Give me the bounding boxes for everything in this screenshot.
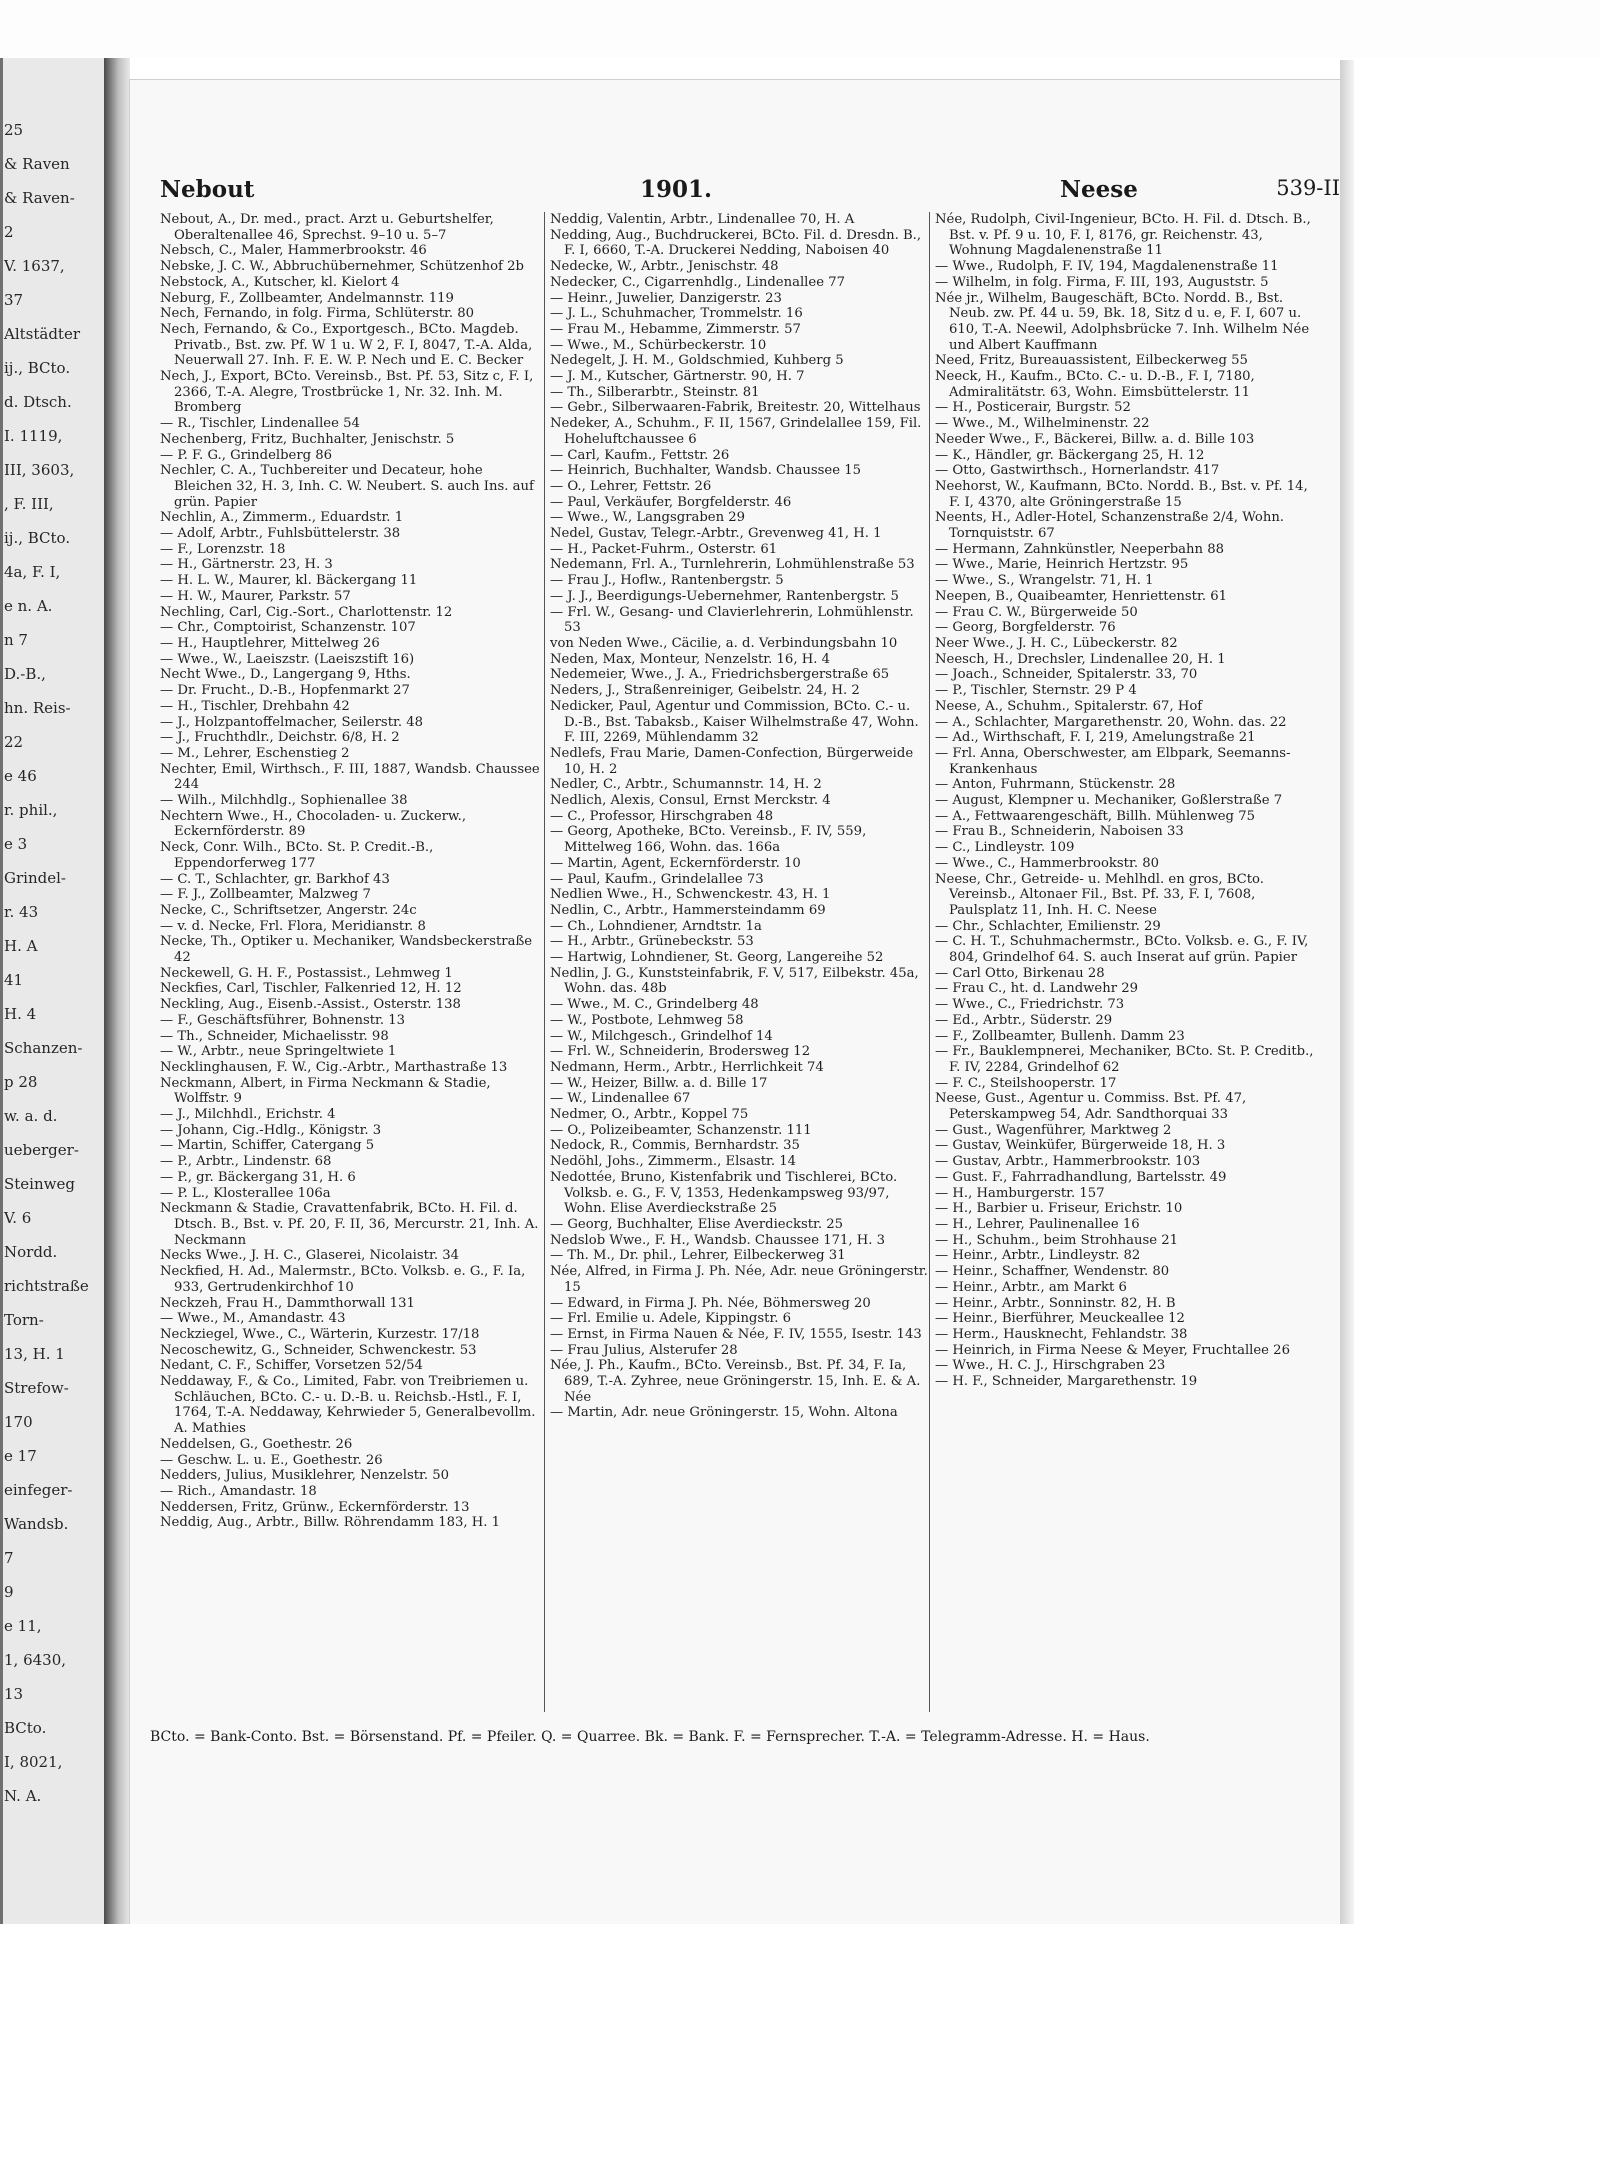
directory-entry: — F. C., Steilshooperstr. 17: [935, 1075, 1117, 1091]
directory-entry: — H., Arbtr., Grünebeckstr. 53: [550, 934, 754, 950]
directory-entry: — Frl. Anna, Oberschwester, am Elbpark, Seemanns-Krankenhaus: [935, 745, 1291, 777]
facing-page-text-fragment: I, 8021,: [4, 1753, 63, 1771]
directory-entry: Neckmann & Stadie, Cravattenfabrik, BCto. H. Fil. d. Dtsch. B., Bst. v. Pf. 20, F. II, 36, Mercurstr. 21, Inh. A. Neckmann: [160, 1201, 539, 1248]
directory-entry: Nechenberg, Fritz, Buchhalter, Jenischstr. 5: [160, 431, 455, 447]
directory-entry: Neepen, B., Quaibeamter, Henriettenstr. 61: [935, 588, 1227, 604]
directory-entry: — Wwe., H. C. J., Hirschgraben 23: [935, 1358, 1166, 1374]
directory-entry: Nedders, Julius, Musiklehrer, Nenzelstr. 50: [160, 1468, 450, 1484]
facing-page-text-fragment: 7: [4, 1549, 14, 1567]
directory-entry: Nedding, Aug., Buchdruckerei, BCto. Fil. d. Dresdn. B., F. I, 6660, T.-A. Druckerei Nedding, Naboisen 40: [550, 227, 922, 259]
directory-entry: Neddig, Aug., Arbtr., Billw. Röhrendamm 183, H. 1: [160, 1515, 501, 1531]
directory-column-2: [550, 212, 930, 1421]
book-edge: [0, 58, 3, 1924]
directory-entry: — Ed., Arbtr., Süderstr. 29: [935, 1012, 1113, 1028]
directory-entry: — Ernst, in Firma Nauen & Née, F. IV, 1555, Isestr. 143: [550, 1326, 922, 1342]
directory-entry: von Neden Wwe., Cäcilie, a. d. Verbindungsbahn 10: [550, 635, 898, 651]
directory-entry: — August, Klempner u. Mechaniker, Goßlerstraße 7: [935, 793, 1283, 809]
directory-entry: — H., Barbier u. Friseur, Erichstr. 10: [935, 1201, 1183, 1217]
directory-entry: — M., Lehrer, Eschenstieg 2: [160, 745, 350, 761]
directory-entry: Nedegelt, J. H. M., Goldschmied, Kuhberg 5: [550, 353, 844, 369]
directory-entry: Nedemann, Frl. A., Turnlehrerin, Lohmühlenstraße 53: [550, 557, 915, 573]
facing-page-text-fragment: ij., BCto.: [4, 529, 71, 547]
directory-entry: Need, Fritz, Bureauassistent, Eilbeckerweg 55: [935, 353, 1248, 369]
directory-column-1: [160, 212, 540, 1531]
directory-entry: — Heinr., Schaffner, Wendenstr. 80: [935, 1264, 1170, 1280]
directory-entry: — H., Lehrer, Paulinenallee 16: [935, 1217, 1140, 1232]
directory-entry: — W., Arbtr., neue Springeltwiete 1: [160, 1044, 397, 1060]
directory-entry: Nechter, Emil, Wirthsch., F. III, 1887, Wandsb. Chaussee 244: [160, 761, 540, 793]
directory-entry: — Georg, Buchhalter, Elise Averdieckstr. 25: [550, 1217, 844, 1232]
directory-entry: Neckewell, G. H. F., Postassist., Lehmweg 1: [160, 965, 453, 981]
directory-entry: Nedottée, Bruno, Kistenfabrik und Tischlerei, BCto. Volksb. e. G., F. V, 1353, Hedenkampsweg 93/97, Wohn. Elise Averdieckstraße 25: [550, 1169, 898, 1217]
facing-page-text-fragment: & Raven-: [4, 189, 75, 207]
directory-entry: — H., Packet-Fuhrm., Osterstr. 61: [550, 541, 778, 557]
directory-entry: Nedlien Wwe., H., Schwenckestr. 43, H. 1: [550, 887, 831, 903]
facing-page-text-fragment: H. A: [4, 937, 38, 955]
facing-page-text-fragment: e n. A.: [4, 597, 53, 615]
directory-entry: — F., Geschäftsführer, Bohnenstr. 13: [160, 1012, 406, 1028]
directory-entry: — Wwe., W., Langsgraben 29: [550, 510, 746, 526]
directory-entry: Nedlin, J. G., Kunststeinfabrik, F. V, 517, Eilbekstr. 45a, Wohn. das. 48b: [550, 965, 919, 997]
directory-entry: Necoschewitz, G., Schneider, Schwenckestr. 53: [160, 1342, 477, 1358]
directory-entry: — Herm., Hausknecht, Fehlandstr. 38: [935, 1326, 1188, 1342]
facing-page-text-fragment: einfeger-: [4, 1481, 73, 1499]
directory-entry: — P., gr. Bäckergang 31, H. 6: [160, 1169, 356, 1185]
facing-page-fragment: [0, 58, 106, 1924]
directory-entry: — Geschw. L. u. E., Goethestr. 26: [160, 1452, 383, 1468]
directory-entry: — Gust., Wagenführer, Marktweg 2: [935, 1122, 1172, 1138]
directory-entry: — Johann, Cig.-Hdlg., Königstr. 3: [160, 1122, 382, 1138]
directory-entry: — Gustav, Arbtr., Hammerbrookstr. 103: [935, 1154, 1201, 1170]
abbreviation-legend: BCto. = Bank-Conto. Bst. = Börsenstand. Pf. = Pfeiler. Q. = Quarree. Bk. = Bank. F. = Fernsprecher. T.-A. = Telegramm-Adresse. H. = Haus.: [150, 1729, 1150, 1745]
facing-page-text-fragment: 2: [4, 223, 14, 241]
directory-entry: — F. J., Zollbeamter, Malzweg 7: [160, 887, 371, 903]
directory-entry: Neehorst, W., Kaufmann, BCto. Nordd. B., Bst. v. Pf. 14, F. I, 4370, alte Gröningerstraße 15: [935, 478, 1308, 510]
directory-entry: — Heinrich, Buchhalter, Wandsb. Chaussee 15: [550, 463, 862, 479]
directory-entry: — Chr., Schlachter, Emilienstr. 29: [935, 918, 1161, 934]
facing-page-text-fragment: D.-B.,: [4, 665, 46, 683]
facing-page-text-fragment: ij., BCto.: [4, 359, 71, 377]
directory-entry: — F., Zollbeamter, Bullenh. Damm 23: [935, 1028, 1185, 1044]
directory-entry: Nedmer, O., Arbtr., Koppel 75: [550, 1107, 749, 1123]
directory-entry: Neddig, Valentin, Arbtr., Lindenallee 70, H. A: [550, 212, 855, 227]
directory-entry: — C., Lindleystr. 109: [935, 840, 1075, 856]
facing-page-text-fragment: 37: [4, 291, 24, 309]
facing-page-text-fragment: 13, H. 1: [4, 1345, 65, 1363]
directory-column-3: [935, 212, 1315, 1390]
directory-entry: — Th., Silberarbtr., Steinstr. 81: [550, 384, 760, 400]
directory-entry: Nedlefs, Frau Marie, Damen-Confection, Bürgerweide 10, H. 2: [550, 745, 914, 777]
directory-entry: Née, Alfred, in Firma J. Ph. Née, Adr. neue Gröningerstr. 15: [550, 1264, 928, 1295]
directory-entry: — Gebr., Silberwaaren-Fabrik, Breitestr. 20, Wittelhaus: [550, 400, 921, 416]
directory-entry: Nech, Fernando, & Co., Exportgesch., BCto. Magdeb. Privatb., Bst. zw. Pf. W 1 u. W 2, F. I, 8047, T.-A. Alda, Neuerwall 27. Inh. F. E. W. P. Nech und E. C. Becker: [160, 321, 533, 369]
directory-entry: Nebout, A., Dr. med., pract. Arzt u. Geburtshelfer, Oberaltenallee 46, Sprechst. 9–10 u. 5–7: [160, 212, 494, 243]
facing-page-text-fragment: 22: [4, 733, 24, 751]
directory-entry: — Frau B., Schneiderin, Naboisen 33: [935, 824, 1184, 840]
directory-entry: — Wwe., Marie, Heinrich Hertzstr. 95: [935, 557, 1189, 573]
directory-entry: — Wwe., M., Amandastr. 43: [160, 1311, 346, 1327]
directory-entry: — P. L., Klosterallee 106a: [160, 1185, 331, 1201]
directory-entry: Nedlich, Alexis, Consul, Ernst Merckstr. 4: [550, 793, 831, 809]
directory-entry: — Carl, Kaufm., Fettstr. 26: [550, 447, 730, 463]
directory-entry: Née jr., Wilhelm, Baugeschäft, BCto. Nordd. B., Bst. Neub. zw. Pf. 44 u. 59, Bk. 18, Sitz d u. e, F. I, 607 u. 610, T.-A. Neewil, Adolphsbrücke 7. Inh. Wilhelm Née und Albert Kauffmann: [935, 290, 1310, 353]
directory-entry: Nedel, Gustav, Telegr.-Arbtr., Grevenweg 41, H. 1: [550, 526, 882, 542]
directory-entry: — Frau C. W., Bürgerweide 50: [935, 604, 1138, 620]
facing-page-text-fragment: Torn-: [4, 1311, 44, 1329]
directory-entry: Neese, Chr., Getreide- u. Mehlhdl. en gros, BCto. Vereinsb., Altonaer Fil., Bst. Pf. 33, F. I, 7608, Paulsplatz 11, Inh. H. C. Neese: [935, 871, 1264, 918]
directory-entry: — Frau J., Hoflw., Rantenbergstr. 5: [550, 573, 784, 589]
facing-page-text-fragment: 9: [4, 1583, 14, 1601]
directory-entry: — Th. M., Dr. phil., Lehrer, Eilbeckerweg 31: [550, 1248, 846, 1264]
facing-page-text-fragment: p 28: [4, 1073, 38, 1091]
directory-entry: — Wwe., M. C., Grindelberg 48: [550, 997, 759, 1013]
directory-entry: — Paul, Verkäufer, Borgfelderstr. 46: [550, 494, 792, 510]
facing-page-text-fragment: n 7: [4, 631, 28, 649]
directory-entry: — Wwe., S., Wrangelstr. 71, H. 1: [935, 573, 1154, 589]
page-number: 539-II: [1276, 176, 1340, 200]
directory-entry: — Heinr., Bierführer, Meuckeallee 12: [935, 1311, 1185, 1327]
directory-entry: Neddaway, F., & Co., Limited, Fabr. von Treibriemen u. Schläuchen, BCto. C.- u. D.-B. u. Reichsb.-Hstl., F. I, 1764, T.-A. Neddaway, Kehrwieder 5, Generalbevollm. A. Mathies: [160, 1374, 536, 1437]
directory-entry: Nechtern Wwe., H., Chocoladen- u. Zuckerw., Eckernförderstr. 89: [160, 808, 467, 840]
directory-entry: — Wwe., C., Friedrichstr. 73: [935, 997, 1125, 1013]
directory-entry: Neese, Gust., Agentur u. Commiss. Bst. Pf. 47, Peterskampweg 54, Adr. Sandthorquai 33: [935, 1091, 1247, 1123]
facing-page-text-fragment: BCto.: [4, 1719, 47, 1737]
directory-entry: — Frau M., Hebamme, Zimmerstr. 57: [550, 321, 801, 337]
facing-page-text-fragment: , F. III,: [4, 495, 54, 513]
directory-entry: — P., Arbtr., Lindenstr. 68: [160, 1154, 332, 1170]
directory-entry: — Wwe., W., Laeiszstr. (Laeiszstift 16): [160, 651, 415, 667]
facing-page-text-fragment: H. 4: [4, 1005, 37, 1023]
directory-entry: Née, J. Ph., Kaufm., BCto. Vereinsb., Bst. Pf. 34, F. Ia, 689, T.-A. Zyhree, neue Gröningerstr. 15, Inh. E. & A. Née: [550, 1358, 921, 1405]
directory-entry: — Martin, Agent, Eckernförderstr. 10: [550, 855, 801, 871]
directory-entry: — Wilhelm, in folg. Firma, F. III, 193, Auguststr. 5: [935, 274, 1269, 290]
directory-entry: — Heinr., Arbtr., Lindleystr. 82: [935, 1248, 1141, 1264]
directory-entry: — Fr., Bauklempnerei, Mechaniker, BCto. St. P. Creditb., F. IV, 2284, Grindelhof 62: [935, 1044, 1314, 1075]
facing-page-text-fragment: III, 3603,: [4, 461, 75, 479]
facing-page-text-fragment: 41: [4, 971, 24, 989]
facing-page-text-fragment: 13: [4, 1685, 24, 1703]
directory-entry: Nedler, C., Arbtr., Schumannstr. 14, H. 2: [550, 777, 822, 793]
running-head-year: 1901.: [640, 176, 713, 203]
directory-entry: — Ch., Lohndiener, Arndtstr. 1a: [550, 918, 762, 934]
directory-entry: Nechlin, A., Zimmerm., Eduardstr. 1: [160, 510, 404, 526]
directory-entry: — Heinrich, in Firma Neese & Meyer, Fruchtallee 26: [935, 1342, 1290, 1358]
directory-entry: — K., Händler, gr. Bäckergang 25, H. 12: [935, 447, 1205, 463]
directory-entry: — P., Tischler, Sternstr. 29 P 4: [935, 683, 1137, 699]
directory-entry: — Heinr., Arbtr., Sonninstr. 82, H. B: [935, 1295, 1176, 1311]
directory-entry: — H. L. W., Maurer, kl. Bäckergang 11: [160, 573, 418, 589]
directory-entry: Neddelsen, G., Goethestr. 26: [160, 1436, 353, 1452]
directory-entry: — A., Schlachter, Margarethenstr. 20, Wohn. das. 22: [935, 714, 1287, 730]
directory-entry: — Frl. W., Schneiderin, Brodersweg 12: [550, 1044, 811, 1060]
directory-entry: Neents, H., Adler-Hotel, Schanzenstraße 2/4, Wohn. Tornquiststr. 67: [935, 510, 1284, 542]
facing-page-text-fragment: 1, 6430,: [4, 1651, 67, 1669]
book-gutter: [104, 58, 130, 1924]
facing-page-text-fragment: e 17: [4, 1447, 37, 1465]
directory-entry: — Carl Otto, Birkenau 28: [935, 965, 1105, 981]
directory-entry: — W., Heizer, Billw. a. d. Bille 17: [550, 1075, 768, 1091]
facing-page-text-fragment: Nordd.: [4, 1243, 58, 1261]
directory-entry: Nebsch, C., Maler, Hammerbrookstr. 46: [160, 243, 427, 259]
directory-entry: — H., Hamburgerstr. 157: [935, 1185, 1105, 1201]
directory-entry: — H. W., Maurer, Parkstr. 57: [160, 588, 351, 604]
facing-page-text-fragment: e 3: [4, 835, 28, 853]
directory-entry: — Hartwig, Lohndiener, St. Georg, Langereihe 52: [550, 950, 884, 966]
directory-entry: Neders, J., Straßenreiniger, Geibelstr. 24, H. 2: [550, 683, 860, 699]
directory-entry: — H., Tischler, Drehbahn 42: [160, 698, 350, 714]
directory-entry: — J. M., Kutscher, Gärtnerstr. 90, H. 7: [550, 369, 805, 385]
facing-page-text-fragment: ueberger-: [4, 1141, 79, 1159]
directory-entry: — Ad., Wirthschaft, F. I, 219, Amelungstraße 21: [935, 730, 1256, 746]
directory-entry: — J. J., Beerdigungs-Uebernehmer, Rantenbergstr. 5: [550, 588, 899, 604]
facing-page-text-fragment: richtstraße: [4, 1277, 89, 1295]
directory-entry: — J. L., Schuhmacher, Trommelstr. 16: [550, 306, 803, 322]
directory-entry: — H., Posticerair, Burgstr. 52: [935, 400, 1131, 416]
facing-page-text-fragment: 4a, F. I,: [4, 563, 61, 581]
facing-page-text-fragment: Altstädter: [4, 325, 81, 343]
directory-entry: — Frl. W., Gesang- und Clavierlehrerin, Lohmühlenstr. 53: [550, 604, 914, 636]
facing-page-text-fragment: & Raven: [4, 155, 70, 173]
directory-entry: — C., Professor, Hirschgraben 48: [550, 808, 774, 824]
facing-page-text-fragment: d. Dtsch.: [4, 393, 72, 411]
directory-entry: — Adolf, Arbtr., Fuhlsbüttelerstr. 38: [160, 526, 401, 542]
directory-entry: Nedemeier, Wwe., J. A., Friedrichsbergerstraße 65: [550, 667, 890, 683]
directory-entry: Nechler, C. A., Tuchbereiter und Decateur, hohe Bleichen 32, H. 3, Inh. C. W. Neubert. S. auch Ins. auf grün. Papier: [160, 463, 534, 510]
facing-page-text-fragment: V. 1637,: [4, 257, 65, 275]
directory-entry: Necke, Th., Optiker u. Mechaniker, Wandsbeckerstraße 42: [160, 934, 533, 966]
directory-entry: — Heinr., Juwelier, Danzigerstr. 23: [550, 290, 782, 306]
directory-entry: — Paul, Kaufm., Grindelallee 73: [550, 871, 764, 887]
directory-entry: — Rich., Amandastr. 18: [160, 1483, 317, 1499]
directory-entry: — W., Postbote, Lehmweg 58: [550, 1012, 744, 1028]
facing-page-text-fragment: hn. Reis-: [4, 699, 71, 717]
directory-entry: Nedslob Wwe., F. H., Wandsb. Chaussee 171, H. 3: [550, 1232, 886, 1248]
facing-page-text-fragment: 170: [4, 1413, 33, 1431]
directory-entry: Nech, J., Export, BCto. Vereinsb., Bst. Pf. 53, Sitz c, F. I, 2366, T.-A. Alegre, Trostbrücke 1, Nr. 32. Inh. M. Bromberg: [160, 369, 534, 416]
directory-entry: — J., Fruchthdlr., Deichstr. 6/8, H. 2: [160, 730, 400, 746]
directory-entry: — Joach., Schneider, Spitalerstr. 33, 70: [935, 667, 1198, 683]
directory-entry: Needer Wwe., F., Bäckerei, Billw. a. d. Bille 103: [935, 431, 1255, 447]
directory-entry: Neden, Max, Monteur, Nenzelstr. 16, H. 4: [550, 651, 830, 667]
directory-entry: Neckfied, H. Ad., Malermstr., BCto. Volksb. e. G., F. Ia, 933, Gertrudenkirchhof 10: [160, 1264, 526, 1295]
directory-entry: — W., Lindenallee 67: [550, 1091, 691, 1107]
directory-entry: — Wwe., Rudolph, F. IV, 194, Magdalenenstraße 11: [935, 259, 1279, 275]
facing-page-text-fragment: N. A.: [4, 1787, 42, 1805]
directory-entry: Nedecker, C., Cigarrenhdlg., Lindenallee 77: [550, 274, 845, 290]
directory-entry: — J., Milchhdl., Erichstr. 4: [160, 1107, 336, 1123]
directory-entry: — H., Schuhm., beim Strohhause 21: [935, 1232, 1179, 1248]
directory-entry: Nechling, Carl, Cig.-Sort., Charlottenstr. 12: [160, 604, 453, 620]
facing-page-text-fragment: Grindel-: [4, 869, 66, 887]
directory-entry: Neddersen, Fritz, Grünw., Eckernförderstr. 13: [160, 1499, 470, 1515]
directory-entry: Neer Wwe., J. H. C., Lübeckerstr. 82: [935, 635, 1178, 651]
directory-entry: — Otto, Gastwirthsch., Hornerlandstr. 417: [935, 463, 1220, 479]
running-head-left: Nebout: [160, 176, 255, 203]
facing-page-text-fragment: I. 1119,: [4, 427, 63, 445]
directory-entry: Nedöhl, Johs., Zimmerm., Elsastr. 14: [550, 1154, 797, 1170]
directory-entry: — Edward, in Firma J. Ph. Née, Böhmersweg 20: [550, 1295, 871, 1311]
facing-page-text-fragment: Steinweg: [4, 1175, 75, 1193]
directory-entry: — C. H. T., Schuhmachermstr., BCto. Volksb. e. G., F. IV, 804, Grindelhof 64. S. auch Inserat auf grün. Papier: [935, 934, 1309, 966]
directory-entry: — Georg, Apotheke, BCto. Vereinsb., F. IV, 559, Mittelweg 166, Wohn. das. 166a: [550, 824, 867, 856]
page-edge-shadow: [1340, 60, 1354, 1924]
directory-entry: — P. F. G., Grindelberg 86: [160, 447, 333, 463]
directory-entry: Nedant, C. F., Schiffer, Vorsetzen 52/54: [160, 1358, 423, 1374]
directory-entry: Neesch, H., Drechsler, Lindenallee 20, H. 1: [935, 651, 1226, 667]
directory-entry: — W., Milchgesch., Grindelhof 14: [550, 1028, 773, 1044]
directory-entry: Nedlin, C., Arbtr., Hammersteindamm 69: [550, 902, 826, 918]
facing-page-text-fragment: r. 43: [4, 903, 39, 921]
facing-page-text-fragment: Schanzen-: [4, 1039, 83, 1057]
directory-entry: — Gustav, Weinküfer, Bürgerweide 18, H. 3: [935, 1138, 1226, 1154]
directory-entry: — Gust. F., Fahrradhandlung, Bartelsstr. 49: [935, 1169, 1227, 1185]
facing-page-text-fragment: V. 6: [4, 1209, 32, 1227]
directory-entry: — Wwe., M., Wilhelminenstr. 22: [935, 416, 1150, 432]
directory-entry: Nedmann, Herm., Arbtr., Herrlichkeit 74: [550, 1059, 824, 1075]
directory-entry: — Martin, Adr. neue Gröningerstr. 15, Wohn. Altona: [550, 1405, 898, 1421]
directory-entry: Neckling, Aug., Eisenb.-Assist., Osterstr. 138: [160, 997, 461, 1013]
directory-entry: — H., Gärtnerstr. 23, H. 3: [160, 557, 333, 573]
directory-entry: Nedecke, W., Arbtr., Jenischstr. 48: [550, 259, 779, 275]
directory-page: [130, 80, 1340, 1924]
facing-page-text-fragment: e 11,: [4, 1617, 42, 1635]
directory-entry: — Wwe., C., Hammerbrookstr. 80: [935, 855, 1159, 871]
directory-entry: Neckzeh, Frau H., Dammthorwall 131: [160, 1295, 415, 1311]
directory-entry: Nedock, R., Commis, Bernhardstr. 35: [550, 1138, 800, 1154]
directory-entry: — R., Tischler, Lindenallee 54: [160, 416, 360, 432]
directory-entry: Necht Wwe., D., Langergang 9, Hths.: [160, 667, 411, 683]
page-header: [160, 176, 1340, 208]
directory-entry: — Wwe., M., Schürbeckerstr. 10: [550, 337, 767, 353]
directory-entry: — H., Hauptlehrer, Mittelweg 26: [160, 635, 380, 651]
directory-entry: — Anton, Fuhrmann, Stückenstr. 28: [935, 777, 1176, 793]
directory-entry: — Dr. Frucht., D.-B., Hopfenmarkt 27: [160, 683, 410, 699]
directory-entry: Neckfies, Carl, Tischler, Falkenried 12, H. 12: [160, 981, 462, 997]
directory-entry: Nebstock, A., Kutscher, kl. Kielort 4: [160, 274, 400, 290]
directory-entry: Neeck, H., Kaufm., BCto. C.- u. D.-B., F. I, 7180, Admiralitätstr. 63, Wohn. Eimsbüttelerstr. 11: [935, 369, 1255, 400]
scan-margin-top: [0, 0, 1600, 58]
directory-entry: — Martin, Schiffer, Catergang 5: [160, 1138, 375, 1154]
facing-page-text-fragment: Strefow-: [4, 1379, 69, 1397]
facing-page-text-fragment: w. a. d.: [4, 1107, 58, 1125]
directory-entry: Nedicker, Paul, Agentur und Commission, BCto. C.- u. D.-B., Bst. Tabaksb., Kaiser Wilhelmstraße 47, Wohn. F. III, 2269, Mühlendamm 32: [550, 698, 919, 746]
directory-entry: — J., Holzpantoffelmacher, Seilerstr. 48: [160, 714, 424, 730]
directory-entry: Necke, C., Schriftsetzer, Angerstr. 24c: [160, 902, 417, 918]
directory-entry: — Frau Julius, Alsterufer 28: [550, 1342, 738, 1358]
directory-entry: Née, Rudolph, Civil-Ingenieur, BCto. H. Fil. d. Dtsch. B., Bst. v. Pf. 9 u. 10, F. I, 8176, gr. Reichenstr. 43, Wohnung Magdalenenstraße 11: [935, 212, 1311, 259]
directory-entry: — Th., Schneider, Michaelisstr. 98: [160, 1028, 389, 1044]
directory-entry: Neckziegel, Wwe., C., Wärterin, Kurzestr. 17/18: [160, 1326, 480, 1342]
directory-entry: Neckmann, Albert, in Firma Neckmann & Stadie, Wolffstr. 9: [160, 1075, 491, 1107]
directory-entry: — O., Lehrer, Fettstr. 26: [550, 478, 712, 494]
directory-entry: Nebske, J. C. W., Abbruchübernehmer, Schützenhof 2b: [160, 259, 524, 275]
directory-entry: Neese, A., Schuhm., Spitalerstr. 67, Hof: [935, 698, 1203, 714]
directory-entry: — Hermann, Zahnkünstler, Neeperbahn 88: [935, 541, 1225, 557]
directory-entry: — O., Polizeibeamter, Schanzenstr. 111: [550, 1122, 812, 1138]
directory-entry: — H. F., Schneider, Margarethenstr. 19: [935, 1374, 1198, 1390]
facing-page-text-fragment: e 46: [4, 767, 37, 785]
running-head-right: Neese: [1060, 176, 1138, 203]
facing-page-text-fragment: Wandsb.: [4, 1515, 69, 1533]
scan-margin-bottom: [0, 1924, 1600, 2177]
directory-entry: Neck, Conr. Wilh., BCto. St. P. Credit.-B., Eppendorferweg 177: [160, 840, 434, 871]
directory-entry: Necks Wwe., J. H. C., Glaserei, Nicolaistr. 34: [160, 1248, 459, 1264]
directory-entry: — Wilh., Milchhdlg., Sophienallee 38: [160, 793, 408, 809]
facing-page-text-fragment: 25: [4, 121, 24, 139]
directory-entry: — Heinr., Arbtr., am Markt 6: [935, 1279, 1127, 1295]
directory-entry: Nedeker, A., Schuhm., F. II, 1567, Grindelallee 159, Fil. Hoheluftchaussee 6: [550, 416, 922, 447]
directory-entry: Neburg, F., Zollbeamter, Andelmannstr. 119: [160, 290, 454, 306]
directory-entry: — Chr., Comptoirist, Schanzenstr. 107: [160, 620, 416, 636]
directory-entry: — Frau C., ht. d. Landwehr 29: [935, 981, 1138, 997]
facing-page-text-fragment: r. phil.,: [4, 801, 58, 819]
directory-entry: — Frl. Emilie u. Adele, Kippingstr. 6: [550, 1311, 792, 1327]
directory-entry: Nech, Fernando, in folg. Firma, Schlüterstr. 80: [160, 306, 475, 322]
column-divider: [544, 212, 545, 1712]
directory-entry: — Georg, Borgfelderstr. 76: [935, 620, 1116, 636]
directory-entry: Necklinghausen, F. W., Cig.-Arbtr., Marthastraße 13: [160, 1059, 508, 1075]
directory-entry: — A., Fettwaarengeschäft, Billh. Mühlenweg 75: [935, 808, 1255, 824]
directory-entry: — C. T., Schlachter, gr. Barkhof 43: [160, 871, 390, 887]
directory-entry: — v. d. Necke, Frl. Flora, Meridianstr. 8: [160, 918, 426, 934]
directory-entry: — F., Lorenzstr. 18: [160, 541, 286, 557]
